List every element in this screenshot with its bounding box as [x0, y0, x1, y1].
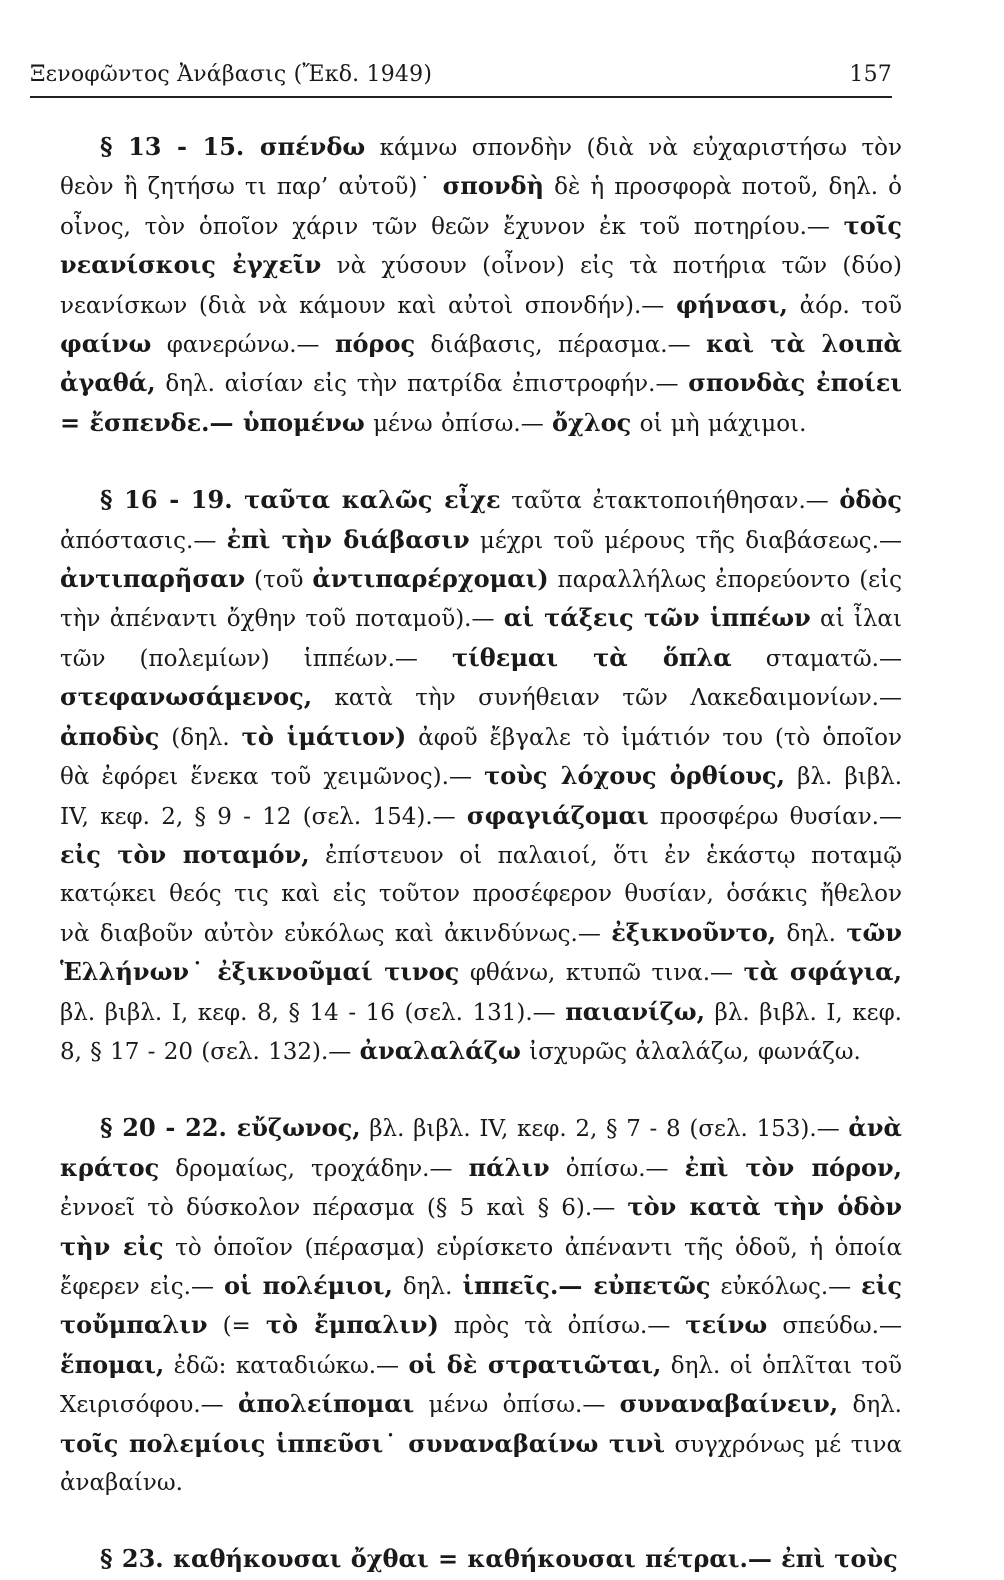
- lemma-bold: εἰς τοὔμπαλιν: [60, 1270, 902, 1340]
- lemma-bold: ἀναλαλάζω: [359, 1035, 521, 1065]
- lemma-bold: ἐπὶ τὸν πόρον,: [684, 1152, 903, 1182]
- lemma-bold: σφαγιάζομαι: [466, 800, 649, 830]
- gloss-text: πρὸς τὰ ὀπίσω.—: [438, 1313, 686, 1340]
- lemma-bold: φήνασι,: [675, 289, 788, 319]
- paragraph-gap: [60, 1502, 902, 1540]
- paragraph-gap: [60, 1071, 902, 1109]
- gloss-text: σπεύδω.—: [767, 1313, 902, 1340]
- lemma-bold: φαίνω: [60, 329, 152, 359]
- gloss-text: δὲ ἡ προσφορὰ ποτοῦ, δηλ. ὁ οἶνος, τὸν ὁποῖον χάριν τῶν θεῶν ἔχυνον ἐκ τοῦ ποτηρίου.—: [60, 174, 902, 240]
- lemma-bold: τοῖς νεανίσκοις ἐγχεῖν: [60, 210, 902, 280]
- header-rule: [30, 96, 892, 98]
- lemma-bold: τοὺς λόχους ὀρθίους,: [484, 761, 786, 791]
- gloss-text: κατὰ τὴν συνήθειαν τῶν Λακεδαιμονίων.—: [312, 685, 902, 712]
- gloss-text: μένω ὀπίσω.—: [364, 410, 553, 437]
- lemma-bold: ἀντιπαρῆσαν: [60, 564, 246, 594]
- gloss-text: ἰσχυρῶς ἀλαλάζω, φωνάζω.: [520, 1038, 861, 1065]
- lemma-bold: εἰς τὸν ποταμόν,: [60, 839, 310, 869]
- lemma-bold: ἀντιπαρέρχομαι): [312, 564, 549, 594]
- gloss-text: διάβασις, πέρασμα.—: [415, 332, 706, 359]
- gloss-text: βλ. βιβλ. IV, κεφ. 2, § 7 - 8 (σελ. 153).—: [360, 1116, 849, 1143]
- gloss-text: ὀπίσω.—: [549, 1155, 685, 1182]
- lemma-bold: ὁδὸς: [839, 485, 902, 515]
- lemma-bold: ἀποδὺς: [60, 721, 160, 751]
- gloss-text: προσφέρω θυσίαν.—: [648, 803, 902, 830]
- commentary-body: [60, 128, 902, 1580]
- lemma-bold: οἱ πολέμιοι,: [223, 1270, 393, 1300]
- gloss-text: (τοῦ: [245, 567, 313, 594]
- gloss-text: μέχρι τοῦ μέρους τῆς διαβάσεως.—: [469, 527, 903, 554]
- gloss-text: εὐκόλως.—: [710, 1273, 862, 1300]
- lemma-bold: τίθεμαι τὰ ὅπλα: [451, 642, 732, 672]
- page-number: 157: [849, 62, 892, 87]
- lemma-bold: ἀνὰ κράτος: [60, 1113, 902, 1182]
- lemma-bold: τοῖς πολεμίοις ἱππεῦσι˙ συναναβαίνω τινὶ: [60, 1428, 665, 1458]
- lemma-bold: πόρος: [334, 329, 416, 359]
- paragraph-23-text: § 23. καθήκουσαι ὄχθαι = καθήκουσαι πέτραι.— ἐπὶ τοὺς: [100, 1544, 898, 1574]
- gloss-text: (δηλ.: [159, 724, 242, 751]
- gloss-text: ἀπόστασις.—: [60, 527, 227, 554]
- gloss-text: νὰ χύσουν (οἶνον) εἰς τὰ ποτήρια τῶν (δύο) νεανίσκων (διὰ νὰ κάμουν καὶ αὐτοὶ σπονδήν).—: [60, 253, 903, 319]
- paragraph-20-22: [60, 1109, 902, 1502]
- gloss-text: συγχρόνως μέ τινα ἀναβαίνω.: [60, 1431, 903, 1496]
- gloss-text: δρομαίως, τροχάδην.—: [159, 1155, 469, 1182]
- lemma-bold: οἱ δὲ στρατιῶται,: [408, 1349, 662, 1379]
- gloss-text: (=: [207, 1313, 266, 1340]
- lemma-bold: τὸ ἱμάτιον): [241, 721, 407, 751]
- lemma-bold: ἱππεῖς.— εὐπετῶς: [462, 1270, 711, 1300]
- running-head: [30, 62, 892, 87]
- lemma-bold: καὶ τὰ λοιπὰ ἀγαθά,: [60, 329, 902, 398]
- lemma-bold: σπονδὰς ἐποίει = ἔσπενδε.— ὑπομένω: [60, 368, 902, 437]
- gloss-text: ἐπίστευον οἱ παλαιοί, ὅτι ἐν ἑκάστῳ ποταμῷ κατῴκει θεός τις καὶ εἰς τοῦτον προσέφερον θυσίαν, ὁσάκις ἤθελον νὰ διαβοῦν αὐτὸν εὐκόλως καὶ ἀκινδύνως.—: [60, 842, 903, 947]
- lemma-bold: ἐπὶ τὴν διάβασιν: [226, 524, 470, 554]
- paragraph-13-15: [60, 128, 902, 443]
- lemma-bold: ἀπολείπομαι: [237, 1389, 415, 1419]
- gloss-text: τὸ ὁποῖον (πέρασμα) εὑρίσκετο ἀπέναντι τῆς ὁδοῦ, ἡ ὁποία ἔφερεν εἰς.—: [60, 1234, 902, 1300]
- lemma-bold: στεφανωσάμενος,: [60, 682, 313, 712]
- gloss-text: ταῦτα ἐτακτοποιήθησαν.—: [500, 488, 840, 515]
- paragraph-16-19: [60, 481, 902, 1071]
- gloss-text: βλ. βιβλ. I, κεφ. 8, § 17 - 20 (σελ. 132).—: [60, 999, 902, 1065]
- gloss-text: ἐννοεῖ τὸ δύσκολον πέρασμα (§ 5 καὶ § 6).—: [60, 1195, 628, 1222]
- gloss-text: δηλ.: [838, 1392, 902, 1419]
- gloss-text: βλ. βιβλ. IV, κεφ. 2, § 9 - 12 (σελ. 154).—: [60, 764, 903, 830]
- lemma-bold: ἐξικνοῦντο,: [611, 917, 777, 947]
- gloss-text: βλ. βιβλ. I, κεφ. 8, § 14 - 16 (σελ. 131).—: [60, 999, 566, 1026]
- lemma-bold: ὄχλος: [552, 407, 632, 437]
- gloss-text: σταματῶ.—: [731, 645, 902, 672]
- lemma-bold: τῶν Ἑλλήνων˙ ἐξικνοῦμαί τινος: [60, 917, 902, 987]
- gloss-text: ἀόρ. τοῦ: [787, 292, 902, 319]
- gloss-text: ἐδῶ: καταδιώκω.—: [164, 1352, 409, 1379]
- gloss-text: δηλ.: [392, 1273, 463, 1300]
- gloss-text: παραλλήλως ἐπορεύοντο (εἰς τὴν ἀπέναντι ὄχθην τοῦ ποταμοῦ).—: [60, 567, 902, 633]
- lemma-bold: πάλιν: [468, 1152, 550, 1182]
- lemma-bold: συναναβαίνειν,: [619, 1389, 839, 1419]
- paragraph-gap: [60, 443, 902, 481]
- paragraph-23-start: [60, 1540, 902, 1579]
- gloss-text: οἱ μὴ μάχιμοι.: [631, 410, 807, 437]
- lemma-bold: τὸν κατὰ τὴν ὁδὸν τὴν εἰς: [60, 1192, 902, 1261]
- lemma-bold: § 20 - 22. εὔζωνος,: [100, 1113, 361, 1143]
- lemma-bold: § 13 - 15. σπένδω: [100, 132, 366, 161]
- lemma-bold: τὸ ἔμπαλιν): [265, 1310, 439, 1340]
- gloss-text: μένω ὀπίσω.—: [414, 1392, 620, 1419]
- lemma-bold: τὰ σφάγια,: [743, 957, 903, 987]
- gloss-text: αἱ ἶλαι τῶν (πολεμίων) ἱππέων.—: [60, 606, 902, 672]
- gloss-text: ἀφοῦ ἔβγαλε τὸ ἱμάτιόν του (τὸ ὁποῖον θὰ ἐφόρει ἕνεκα τοῦ χειμῶνος).—: [60, 724, 902, 791]
- lemma-bold: § 16 - 19. ταῦτα καλῶς εἶχε: [100, 485, 501, 515]
- lemma-bold: παιανίζω,: [565, 996, 706, 1026]
- running-title: Ξενοφῶντος Ἀνάβασις (Ἔκδ. 1949): [30, 62, 433, 87]
- gloss-text: δηλ. αἰσίαν εἰς τὴν πατρίδα ἐπιστροφήν.—: [155, 371, 689, 398]
- gloss-text: φθάνω, κτυπῶ τινα.—: [459, 960, 744, 987]
- gloss-text: δηλ.: [776, 920, 847, 947]
- lemma-bold: ἕπομαι,: [60, 1349, 165, 1379]
- lemma-bold: αἱ τάξεις τῶν ἱππέων: [503, 603, 811, 633]
- lemma-bold: τείνω: [685, 1310, 768, 1340]
- gloss-text: κάμνω σπονδὴν (διὰ νὰ εὐχαριστήσω τὸν θεὸν ἢ ζητήσω τι παρ’ αὐτοῦ)˙: [60, 135, 902, 201]
- lemma-bold: σπονδὴ: [442, 171, 544, 201]
- gloss-text: φανερώνω.—: [151, 332, 335, 359]
- gloss-text: δηλ. οἱ ὁπλῖται τοῦ Χειρισόφου.—: [60, 1352, 902, 1419]
